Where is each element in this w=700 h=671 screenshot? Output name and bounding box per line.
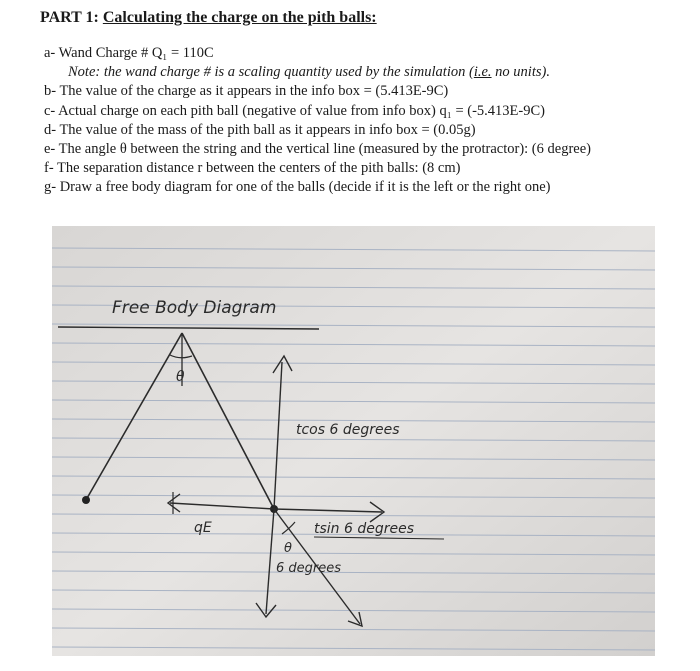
part-heading (40, 9, 377, 27)
note-text-before: Note: the wand charge # is a scaling quantity used by the simulation ( (68, 64, 474, 81)
item-g: g- Draw a free body diagram for one of the balls (decide if it is the left or the right one) (44, 179, 551, 196)
bottom-theta-label: θ (284, 541, 292, 556)
item-e: e- The angle θ between the string and the vertical line (measured by the protractor): (6 degree) (44, 141, 591, 158)
part-label: PART 1: (40, 9, 103, 26)
item-f: f- The separation distance r between the centers of the pith balls: (8 cm) (44, 160, 461, 177)
diagram-title: Free Body Diagram (112, 298, 277, 318)
item-b: b- The value of the charge as it appears in the info box = (5.413E-9C) (44, 83, 449, 100)
tsin-label: tsin 6 degrees (314, 521, 415, 537)
question-list (44, 44, 591, 198)
item-a: a- Wand Charge # Q₁ = 110C (44, 45, 214, 61)
tcos-label: tcos 6 degrees (296, 422, 400, 438)
six-degrees-label: 6 degrees (276, 561, 342, 576)
free-body-diagram (52, 226, 655, 656)
item-note (44, 63, 591, 82)
note-ie: i.e. (473, 64, 492, 81)
item-c: c- Actual charge on each pith ball (negative of value from info box) q₁ = (-5.413E-9C) (44, 102, 545, 119)
top-theta-label: θ (176, 369, 185, 385)
qe-label: qE (194, 520, 212, 536)
left-pith-ball (82, 496, 90, 504)
item-d: d- The value of the mass of the pith ball as it appears in info box = (0.05g) (44, 121, 476, 138)
note-text-after: no units). (491, 64, 550, 81)
diagram-photo (52, 226, 655, 656)
part-title: Calculating the charge on the pith balls: (102, 9, 377, 26)
